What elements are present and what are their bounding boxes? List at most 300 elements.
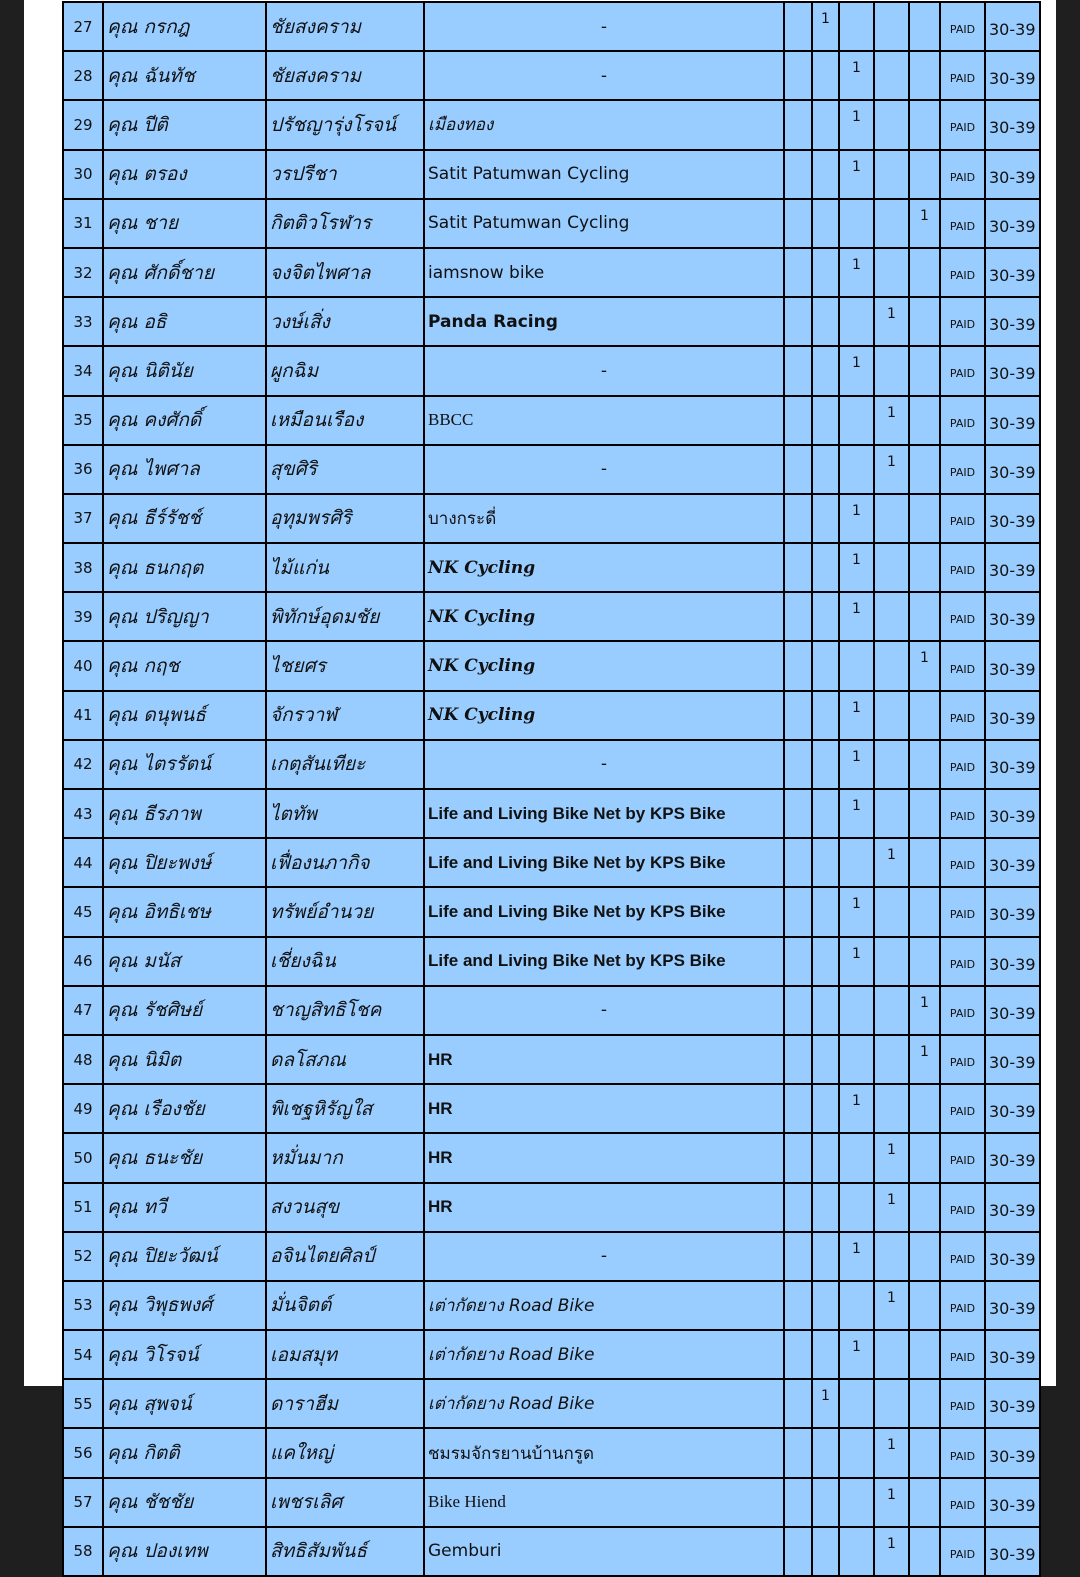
age-group: 30-39 xyxy=(985,346,1040,395)
category-cell xyxy=(784,1281,812,1330)
first-name: คุณ ธนกฤต xyxy=(103,543,266,592)
category-cell xyxy=(812,641,839,690)
category-cell xyxy=(784,887,812,936)
row-number: 27 xyxy=(63,2,103,51)
category-cell xyxy=(909,1133,940,1182)
category-cell: 1 xyxy=(839,789,874,838)
last-name: เฟื่องนภากิจ xyxy=(266,838,424,887)
last-name: วงษ์เสิ่ง xyxy=(266,297,424,346)
age-group: 30-39 xyxy=(985,740,1040,789)
first-name: คุณ เรืองชัย xyxy=(103,1084,266,1133)
row-number: 33 xyxy=(63,297,103,346)
row-number: 55 xyxy=(63,1379,103,1428)
payment-status: PAID xyxy=(940,1232,985,1281)
age-group: 30-39 xyxy=(985,494,1040,543)
category-cell xyxy=(909,445,940,494)
category-cell xyxy=(784,641,812,690)
age-group: 30-39 xyxy=(985,1183,1040,1232)
last-name: อุทุมพรศิริ xyxy=(266,494,424,543)
category-cell xyxy=(874,51,909,100)
age-group: 30-39 xyxy=(985,1428,1040,1477)
row-number: 43 xyxy=(63,789,103,838)
category-cell: 1 xyxy=(909,641,940,690)
payment-status: PAID xyxy=(940,986,985,1035)
last-name: เอมสมุท xyxy=(266,1330,424,1379)
category-cell xyxy=(909,789,940,838)
row-number: 42 xyxy=(63,740,103,789)
category-cell xyxy=(839,1478,874,1527)
category-cell xyxy=(784,297,812,346)
team-name: - xyxy=(424,2,784,51)
age-group: 30-39 xyxy=(985,592,1040,641)
row-number: 38 xyxy=(63,543,103,592)
category-cell xyxy=(874,691,909,740)
category-cell xyxy=(909,1281,940,1330)
age-group: 30-39 xyxy=(985,1379,1040,1428)
payment-status: PAID xyxy=(940,396,985,445)
category-cell xyxy=(839,1428,874,1477)
age-group: 30-39 xyxy=(985,445,1040,494)
team-name: BBCC xyxy=(424,396,784,445)
team-name: - xyxy=(424,346,784,395)
age-group: 30-39 xyxy=(985,1035,1040,1084)
team-name: - xyxy=(424,740,784,789)
team-name: - xyxy=(424,1232,784,1281)
first-name: คุณ ธีร์รัชช์ xyxy=(103,494,266,543)
category-cell xyxy=(839,1183,874,1232)
first-name: คุณ คงศักดิ์ xyxy=(103,396,266,445)
category-cell: 1 xyxy=(874,396,909,445)
row-number: 32 xyxy=(63,248,103,297)
payment-status: PAID xyxy=(940,1183,985,1232)
table-row xyxy=(63,1281,1040,1330)
row-number: 48 xyxy=(63,1035,103,1084)
category-cell xyxy=(874,346,909,395)
category-cell xyxy=(909,592,940,641)
team-name: Life and Living Bike Net by KPS Bike xyxy=(424,789,784,838)
category-cell xyxy=(784,789,812,838)
row-number: 29 xyxy=(63,100,103,149)
last-name: สงวนสุข xyxy=(266,1183,424,1232)
first-name: คุณ ตรอง xyxy=(103,150,266,199)
category-cell xyxy=(909,1232,940,1281)
first-name: คุณ ศักดิ์ชาย xyxy=(103,248,266,297)
age-group: 30-39 xyxy=(985,1527,1040,1576)
category-cell xyxy=(909,1527,940,1576)
first-name: คุณ รัชศิษย์ xyxy=(103,986,266,1035)
category-cell xyxy=(909,543,940,592)
age-group: 30-39 xyxy=(985,2,1040,51)
table-row xyxy=(63,150,1040,199)
category-cell: 1 xyxy=(839,543,874,592)
first-name: คุณ กรกฎ xyxy=(103,2,266,51)
category-cell xyxy=(839,641,874,690)
last-name: หมั่นมาก xyxy=(266,1133,424,1182)
team-name: NK Cycling xyxy=(424,592,784,641)
table-row xyxy=(63,789,1040,838)
team-name: Satit Patumwan Cycling xyxy=(424,199,784,248)
age-group: 30-39 xyxy=(985,1281,1040,1330)
table-row xyxy=(63,51,1040,100)
category-cell: 1 xyxy=(839,937,874,986)
category-cell: 1 xyxy=(839,1330,874,1379)
age-group: 30-39 xyxy=(985,1133,1040,1182)
category-cell xyxy=(812,543,839,592)
category-cell xyxy=(812,937,839,986)
category-cell xyxy=(812,396,839,445)
age-group: 30-39 xyxy=(985,691,1040,740)
category-cell: 1 xyxy=(839,494,874,543)
category-cell xyxy=(812,691,839,740)
first-name: คุณ วิโรจน์ xyxy=(103,1330,266,1379)
first-name: คุณ วิพุธพงศ์ xyxy=(103,1281,266,1330)
table-row xyxy=(63,937,1040,986)
participant-table xyxy=(62,1,1041,1577)
category-cell xyxy=(909,1084,940,1133)
category-cell: 1 xyxy=(839,248,874,297)
category-cell xyxy=(909,1428,940,1477)
age-group: 30-39 xyxy=(985,986,1040,1035)
category-cell xyxy=(874,150,909,199)
last-name: จักรวาฬ xyxy=(266,691,424,740)
payment-status: PAID xyxy=(940,887,985,936)
category-cell xyxy=(839,838,874,887)
category-cell xyxy=(812,248,839,297)
table-row xyxy=(63,1527,1040,1576)
payment-status: PAID xyxy=(940,1379,985,1428)
payment-status: PAID xyxy=(940,838,985,887)
category-cell xyxy=(839,2,874,51)
age-group: 30-39 xyxy=(985,199,1040,248)
category-cell xyxy=(812,1133,839,1182)
category-cell xyxy=(839,297,874,346)
last-name: สิทธิสัมพันธ์ xyxy=(266,1527,424,1576)
row-number: 49 xyxy=(63,1084,103,1133)
last-name: ดาราฮีม xyxy=(266,1379,424,1428)
first-name: คุณ ฉันทัช xyxy=(103,51,266,100)
category-cell: 1 xyxy=(909,1035,940,1084)
table-row xyxy=(63,1428,1040,1477)
last-name: มั่นจิตต์ xyxy=(266,1281,424,1330)
category-cell xyxy=(839,1527,874,1576)
category-cell xyxy=(812,445,839,494)
row-number: 56 xyxy=(63,1428,103,1477)
row-number: 40 xyxy=(63,641,103,690)
team-name: NK Cycling xyxy=(424,691,784,740)
first-name: คุณ นิตินัย xyxy=(103,346,266,395)
first-name: คุณ มนัส xyxy=(103,937,266,986)
team-name: - xyxy=(424,51,784,100)
payment-status: PAID xyxy=(940,1478,985,1527)
last-name: เหมือนเรือง xyxy=(266,396,424,445)
payment-status: PAID xyxy=(940,1330,985,1379)
table-row xyxy=(63,1084,1040,1133)
category-cell xyxy=(812,150,839,199)
team-name: Life and Living Bike Net by KPS Bike xyxy=(424,887,784,936)
category-cell: 1 xyxy=(839,691,874,740)
payment-status: PAID xyxy=(940,1035,985,1084)
table-row xyxy=(63,494,1040,543)
team-name: เต่ากัดยาง Road Bike xyxy=(424,1330,784,1379)
category-cell: 1 xyxy=(812,1379,839,1428)
age-group: 30-39 xyxy=(985,1232,1040,1281)
category-cell xyxy=(812,592,839,641)
category-cell xyxy=(784,592,812,641)
first-name: คุณ ปองเทพ xyxy=(103,1527,266,1576)
age-group: 30-39 xyxy=(985,1084,1040,1133)
row-number: 47 xyxy=(63,986,103,1035)
first-name: คุณ ชาย xyxy=(103,199,266,248)
payment-status: PAID xyxy=(940,248,985,297)
category-cell xyxy=(784,1232,812,1281)
row-number: 39 xyxy=(63,592,103,641)
first-name: คุณ ปีติ xyxy=(103,100,266,149)
last-name: ดลโสภณ xyxy=(266,1035,424,1084)
category-cell xyxy=(784,1330,812,1379)
category-cell xyxy=(839,1281,874,1330)
team-name: HR xyxy=(424,1183,784,1232)
category-cell xyxy=(909,887,940,936)
row-number: 34 xyxy=(63,346,103,395)
category-cell: 1 xyxy=(839,592,874,641)
age-group: 30-39 xyxy=(985,937,1040,986)
payment-status: PAID xyxy=(940,789,985,838)
category-cell: 1 xyxy=(874,1527,909,1576)
team-name: บางกระดี่ xyxy=(424,494,784,543)
category-cell xyxy=(812,986,839,1035)
category-cell xyxy=(839,396,874,445)
category-cell: 1 xyxy=(839,150,874,199)
category-cell xyxy=(784,150,812,199)
last-name: ไชยศร xyxy=(266,641,424,690)
category-cell xyxy=(812,740,839,789)
row-number: 28 xyxy=(63,51,103,100)
category-cell xyxy=(874,1379,909,1428)
last-name: กิตติวโรฬาร xyxy=(266,199,424,248)
age-group: 30-39 xyxy=(985,641,1040,690)
category-cell xyxy=(812,1478,839,1527)
payment-status: PAID xyxy=(940,150,985,199)
category-cell: 1 xyxy=(874,297,909,346)
team-name: Life and Living Bike Net by KPS Bike xyxy=(424,838,784,887)
category-cell xyxy=(784,937,812,986)
age-group: 30-39 xyxy=(985,248,1040,297)
category-cell xyxy=(812,1428,839,1477)
first-name: คุณ ธนะชัย xyxy=(103,1133,266,1182)
category-cell xyxy=(812,789,839,838)
table-body xyxy=(63,2,1040,1576)
payment-status: PAID xyxy=(940,1084,985,1133)
last-name: พิทักษ์อุดมชัย xyxy=(266,592,424,641)
team-name: Satit Patumwan Cycling xyxy=(424,150,784,199)
table-row xyxy=(63,1035,1040,1084)
category-cell xyxy=(812,1084,839,1133)
team-name: - xyxy=(424,445,784,494)
table-row xyxy=(63,740,1040,789)
payment-status: PAID xyxy=(940,1133,985,1182)
payment-status: PAID xyxy=(940,1527,985,1576)
row-number: 58 xyxy=(63,1527,103,1576)
payment-status: PAID xyxy=(940,297,985,346)
category-cell: 1 xyxy=(909,199,940,248)
team-name: NK Cycling xyxy=(424,543,784,592)
payment-status: PAID xyxy=(940,543,985,592)
table-row xyxy=(63,887,1040,936)
category-cell xyxy=(874,740,909,789)
category-cell xyxy=(874,887,909,936)
row-number: 57 xyxy=(63,1478,103,1527)
team-name: เต่ากัดยาง Road Bike xyxy=(424,1281,784,1330)
category-cell xyxy=(874,543,909,592)
first-name: คุณ ไตรรัตน์ xyxy=(103,740,266,789)
last-name: ชัยสงคราม xyxy=(266,2,424,51)
category-cell xyxy=(784,445,812,494)
row-number: 37 xyxy=(63,494,103,543)
category-cell xyxy=(784,838,812,887)
row-number: 46 xyxy=(63,937,103,986)
category-cell xyxy=(812,1527,839,1576)
category-cell xyxy=(839,1035,874,1084)
age-group: 30-39 xyxy=(985,838,1040,887)
table-row xyxy=(63,396,1040,445)
category-cell xyxy=(812,1281,839,1330)
age-group: 30-39 xyxy=(985,887,1040,936)
last-name: ปรัชญารุ่งโรจน์ xyxy=(266,100,424,149)
last-name: ทรัพย์อำนวย xyxy=(266,887,424,936)
first-name: คุณ ชัชชัย xyxy=(103,1478,266,1527)
age-group: 30-39 xyxy=(985,51,1040,100)
row-number: 52 xyxy=(63,1232,103,1281)
first-name: คุณ ธีรภาพ xyxy=(103,789,266,838)
category-cell xyxy=(839,986,874,1035)
category-cell xyxy=(784,199,812,248)
first-name: คุณ ปริญญา xyxy=(103,592,266,641)
team-name: HR xyxy=(424,1084,784,1133)
category-cell xyxy=(812,1330,839,1379)
table-row xyxy=(63,691,1040,740)
table-row xyxy=(63,1133,1040,1182)
category-cell xyxy=(909,1379,940,1428)
category-cell xyxy=(909,937,940,986)
table-row xyxy=(63,445,1040,494)
team-name: Gemburi xyxy=(424,1527,784,1576)
first-name: คุณ นิมิต xyxy=(103,1035,266,1084)
payment-status: PAID xyxy=(940,494,985,543)
table-row xyxy=(63,641,1040,690)
category-cell xyxy=(784,1478,812,1527)
category-cell: 1 xyxy=(839,740,874,789)
category-cell xyxy=(839,1133,874,1182)
team-name: HR xyxy=(424,1035,784,1084)
row-number: 30 xyxy=(63,150,103,199)
category-cell xyxy=(874,937,909,986)
category-cell xyxy=(812,199,839,248)
age-group: 30-39 xyxy=(985,1330,1040,1379)
team-name: - xyxy=(424,986,784,1035)
category-cell xyxy=(874,1084,909,1133)
category-cell: 1 xyxy=(839,1084,874,1133)
category-cell xyxy=(909,1478,940,1527)
payment-status: PAID xyxy=(940,445,985,494)
row-number: 54 xyxy=(63,1330,103,1379)
category-cell xyxy=(874,1232,909,1281)
category-cell xyxy=(784,494,812,543)
category-cell xyxy=(909,346,940,395)
first-name: คุณ กฤช xyxy=(103,641,266,690)
category-cell xyxy=(874,641,909,690)
category-cell xyxy=(784,100,812,149)
category-cell xyxy=(812,887,839,936)
row-number: 31 xyxy=(63,199,103,248)
payment-status: PAID xyxy=(940,592,985,641)
team-name: ชมรมจักรยานบ้านกรูด xyxy=(424,1428,784,1477)
category-cell: 1 xyxy=(874,1133,909,1182)
first-name: คุณ อธิ xyxy=(103,297,266,346)
row-number: 53 xyxy=(63,1281,103,1330)
last-name: แคใหญ่ xyxy=(266,1428,424,1477)
table-row xyxy=(63,248,1040,297)
category-cell xyxy=(784,1428,812,1477)
category-cell: 1 xyxy=(839,100,874,149)
category-cell xyxy=(784,2,812,51)
table-row xyxy=(63,1379,1040,1428)
category-cell: 1 xyxy=(909,986,940,1035)
category-cell xyxy=(874,986,909,1035)
category-cell xyxy=(784,396,812,445)
category-cell xyxy=(839,1379,874,1428)
category-cell xyxy=(784,986,812,1035)
row-number: 50 xyxy=(63,1133,103,1182)
category-cell xyxy=(909,740,940,789)
category-cell xyxy=(874,494,909,543)
last-name: ชัยสงคราม xyxy=(266,51,424,100)
payment-status: PAID xyxy=(940,1428,985,1477)
age-group: 30-39 xyxy=(985,1478,1040,1527)
age-group: 30-39 xyxy=(985,100,1040,149)
category-cell xyxy=(784,543,812,592)
category-cell xyxy=(812,100,839,149)
last-name: อจินไตยศิลป์ xyxy=(266,1232,424,1281)
payment-status: PAID xyxy=(940,1281,985,1330)
table-row xyxy=(63,1232,1040,1281)
first-name: คุณ ปิยะวัฒน์ xyxy=(103,1232,266,1281)
category-cell xyxy=(874,1330,909,1379)
category-cell xyxy=(812,838,839,887)
first-name: คุณ ปิยะพงษ์ xyxy=(103,838,266,887)
category-cell xyxy=(784,1084,812,1133)
payment-status: PAID xyxy=(940,199,985,248)
category-cell xyxy=(784,691,812,740)
payment-status: PAID xyxy=(940,346,985,395)
last-name: วรปรีชา xyxy=(266,150,424,199)
first-name: คุณ อิทธิเชษ xyxy=(103,887,266,936)
category-cell xyxy=(874,199,909,248)
table-row xyxy=(63,346,1040,395)
payment-status: PAID xyxy=(940,740,985,789)
row-number: 35 xyxy=(63,396,103,445)
category-cell xyxy=(784,1527,812,1576)
category-cell xyxy=(874,248,909,297)
team-name: HR xyxy=(424,1133,784,1182)
first-name: คุณ สุพจน์ xyxy=(103,1379,266,1428)
category-cell xyxy=(909,396,940,445)
row-number: 51 xyxy=(63,1183,103,1232)
table-row xyxy=(63,1330,1040,1379)
table-row xyxy=(63,1478,1040,1527)
category-cell xyxy=(784,346,812,395)
category-cell xyxy=(909,838,940,887)
category-cell: 1 xyxy=(839,346,874,395)
